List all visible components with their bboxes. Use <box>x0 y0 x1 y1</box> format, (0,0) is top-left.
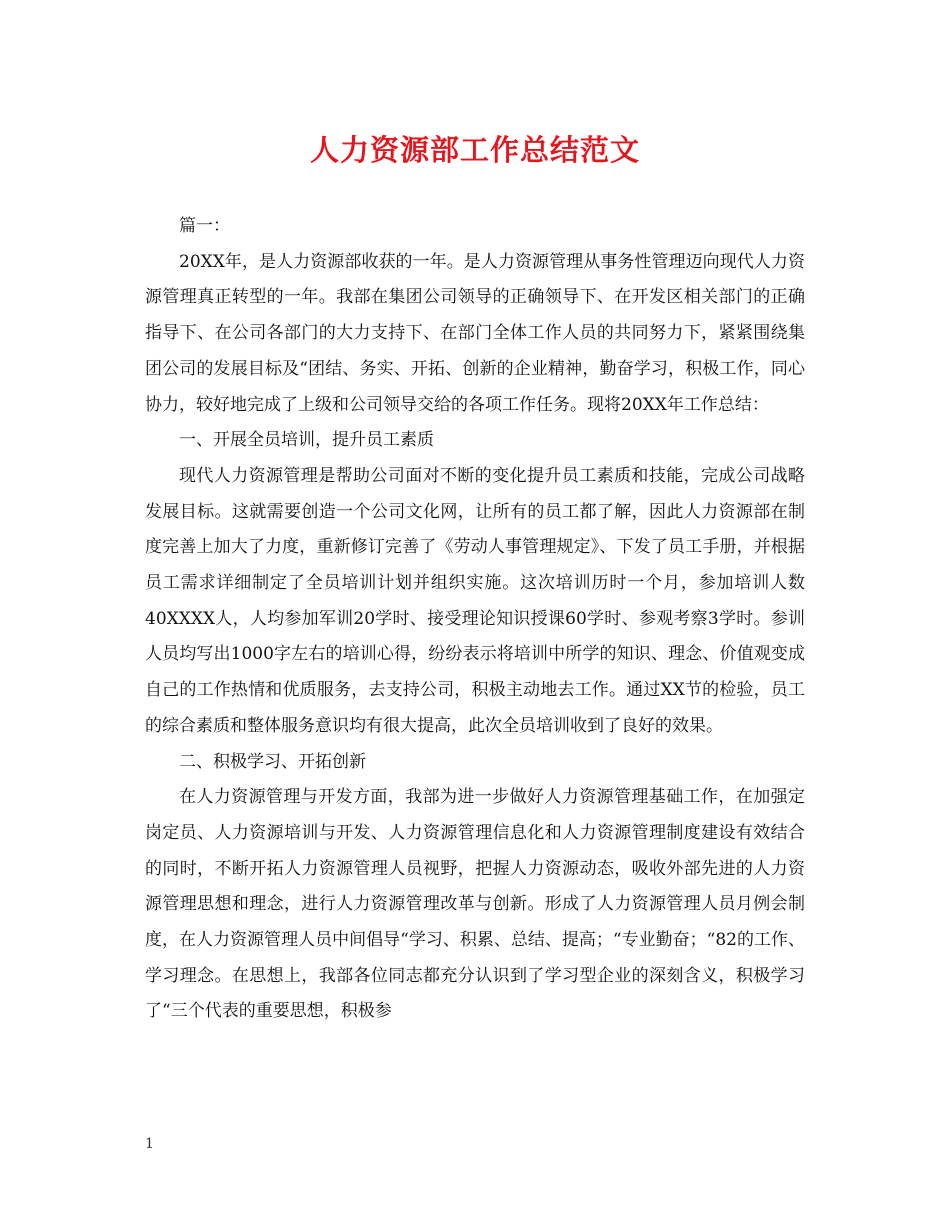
paragraph-learning: 在人力资源管理与开发方面，我部为进一步做好人力资源管理基础工作，在加强定岗定员、人力资源培训与开发、人力资源管理信息化和人力资源管理制度建设有效结合的同时，不断开拓人力资源管理人员视野，把握人力资源动态，吸收外部先进的人力资源管理思想和理念，进行人力资源管理改革与创新。形成了人力资源管理人员月例会制度，在人力资源管理人员中间倡导“学习、积累、总结、提高；“专业勤奋；“82的工作、学习理念。在思想上，我部各位同志都充分认识到了学习型企业的深刻含义，积极学习了“三个代表的重要思想，积极参 <box>145 787 805 1022</box>
paragraph-training: 现代人力资源管理是帮助公司面对不断的变化提升员工素质和技能，完成公司战略发展目标。这就需要创造一个公司文化网，让所有的员工都了解，因此人力资源部在制度完善上加大了力度，重新修订完善了《劳动人事管理规定》、下发了员工手册，并根据员工需求详细制定了全员培训计划并组织实施。这次培训历时一个月，参加培训人数40XXXX人，人均参加军训20学时、接受理论知识授课60学时、参观考察3学时。参训人员均写出1000字左右的培训心得，纷纷表示将培训中所学的知识、理念、价值观变成自己的工作热情和优质服务，去支持公司，积极主动地去工作。通过XX节的检验，员工的综合素质和整体服务意识均有很大提高，此次全员培训收到了良好的效果。 <box>145 465 805 736</box>
paragraph-section-label: 篇一： <box>179 216 230 236</box>
page-number: 1 <box>145 1136 154 1152</box>
document-body <box>145 209 805 1030</box>
document-title: 人力资源部工作总结范文 <box>309 133 640 167</box>
heading-section-1: 一、开展全员培训，提升员工素质 <box>179 430 434 451</box>
paragraph-intro: 20XX年，是人力资源部收获的一年。是人力资源管理从事务性管理迈向现代人力资源管理真正转型的一年。我部在集团公司领导的正确领导下、在开发区相关部门的正确指导下、在公司各部门的大力支持下、在部门全体工作人员的共同努力下，紧紧围绕集团公司的发展目标及“团结、务实、开拓、创新的企业精神，勤奋学习，积极工作，同心协力，较好地完成了上级和公司领导交给的各项工作任务。现将20XX年工作总结： <box>145 251 805 415</box>
heading-section-2: 二、积极学习、开拓创新 <box>179 751 366 772</box>
